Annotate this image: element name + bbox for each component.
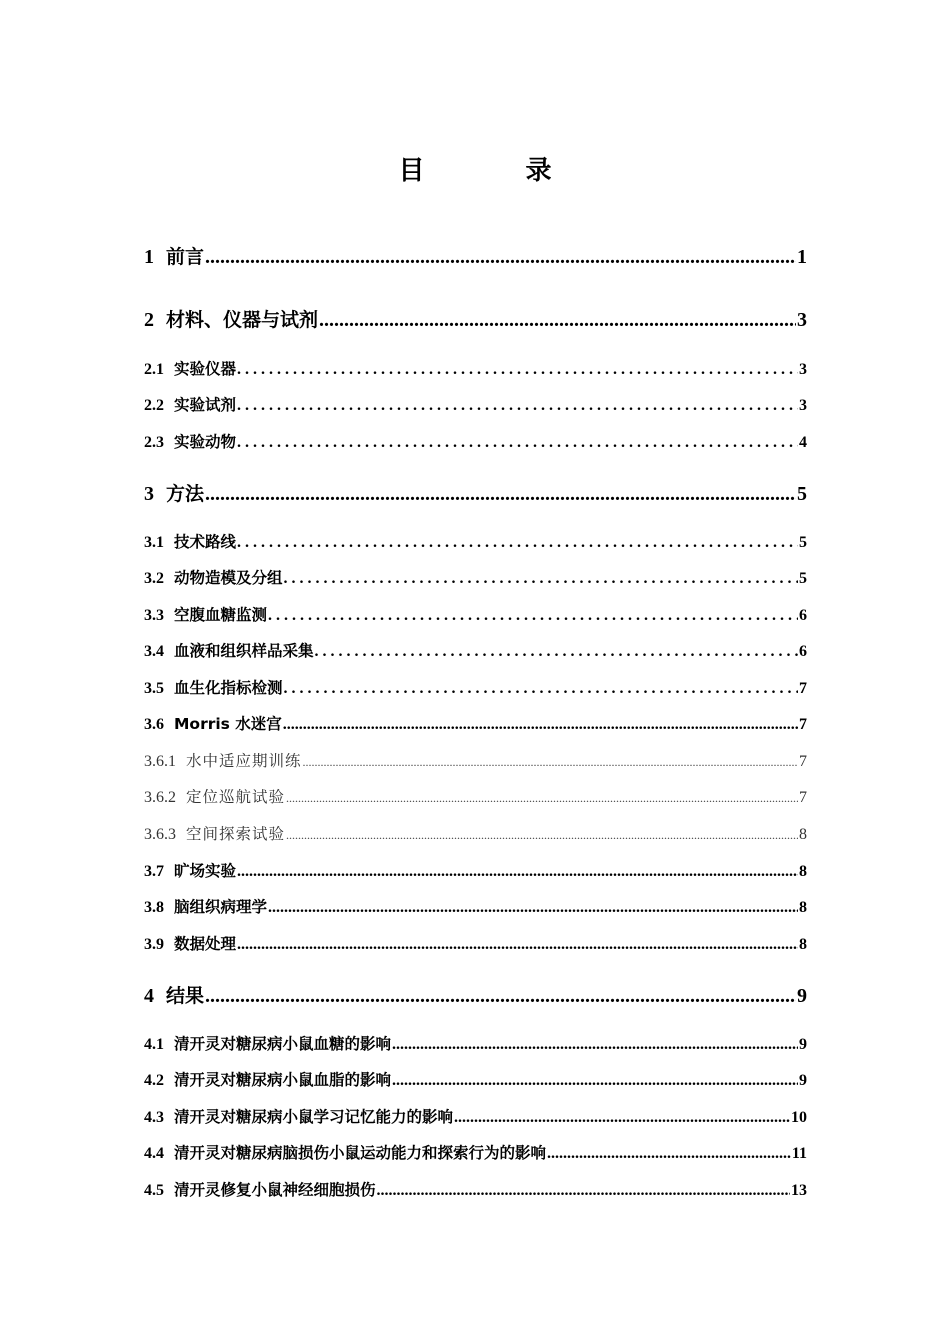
toc-entry-page-number: 6: [799, 607, 807, 624]
toc-entry-number: 2: [144, 309, 154, 331]
dot-leader: [205, 985, 796, 1008]
toc-entry[interactable]: [144, 357, 807, 379]
toc-entry-page-number: 8: [799, 899, 807, 916]
toc-entry-label: 水中适应期训练: [186, 752, 302, 770]
dot-leader: [315, 643, 798, 661]
page-title: 目 录: [398, 156, 598, 186]
toc-entry-page-number: 9: [797, 985, 807, 1007]
toc-entry-page-number: 7: [799, 789, 807, 806]
toc-entry-label: 清开灵对糖尿病小鼠血脂的影响: [174, 1071, 392, 1089]
toc-entry-number: 2.1: [144, 361, 164, 378]
toc-entry-page-number: 3: [799, 397, 807, 414]
toc-entry-number: 3: [144, 483, 154, 505]
dot-leader: [237, 434, 798, 452]
dot-leader: [319, 309, 796, 332]
toc-entry-page-number: 7: [799, 716, 807, 733]
dot-leader: [237, 863, 798, 881]
toc-entry-number: 1: [144, 246, 154, 268]
toc-entry-number: 3.5: [144, 680, 164, 697]
dot-leader: [303, 755, 798, 770]
toc-entry[interactable]: [144, 859, 807, 881]
toc-entry-number: 3.9: [144, 936, 164, 953]
toc-entry-label: 技术路线: [174, 533, 237, 551]
toc-entry-label: 数据处理: [174, 935, 237, 953]
toc-entry-number: 3.6: [144, 716, 164, 733]
toc-entry-number: 4.4: [144, 1145, 164, 1162]
toc-entry-page-number: 8: [799, 936, 807, 953]
toc-entry-page-number: 9: [799, 1036, 807, 1053]
toc-entry-label: 清开灵对糖尿病小鼠学习记忆能力的影响: [174, 1108, 454, 1126]
toc-entry[interactable]: [144, 785, 807, 807]
dot-leader: [237, 936, 798, 954]
toc-entry[interactable]: [144, 603, 807, 625]
toc-entry-label: 血生化指标检测: [174, 679, 283, 697]
toc-entry[interactable]: [144, 1105, 807, 1127]
toc-entry-label: 动物造模及分组: [174, 569, 283, 587]
toc-entry-page-number: 11: [791, 1145, 807, 1162]
toc-entry-number: 3.4: [144, 643, 164, 660]
toc-entry[interactable]: [144, 895, 807, 917]
toc-entry-page-number: 13: [791, 1182, 807, 1199]
toc-entry-page-number: 4: [799, 434, 807, 451]
toc-entry-label: 材料、仪器与试剂: [166, 309, 319, 331]
toc-entry-number: 3.3: [144, 607, 164, 624]
toc-entry[interactable]: [144, 1141, 807, 1163]
toc-entry-number: 3.6.2: [144, 789, 176, 806]
toc-entry-label: 方法: [166, 483, 205, 505]
toc-entry-page-number: 7: [799, 680, 807, 697]
toc-entry-label: Morris 水迷宫: [174, 715, 282, 733]
toc-entry-page-number: 1: [797, 246, 807, 268]
toc-entry[interactable]: [144, 1178, 807, 1200]
toc-entry-number: 2.2: [144, 397, 164, 414]
dot-leader: [237, 397, 798, 415]
dot-leader: [286, 791, 798, 806]
toc-entry-page-number: 8: [799, 863, 807, 880]
toc-entry-page-number: 9: [799, 1072, 807, 1089]
toc-entry-label: 实验试剂: [174, 396, 237, 414]
toc-entry-label: 脑组织病理学: [174, 898, 268, 916]
toc-entry-number: 4.5: [144, 1182, 164, 1199]
toc-entry-number: 3.7: [144, 863, 164, 880]
toc-entry-label: 前言: [166, 246, 205, 268]
toc-entry-number: 3.6.1: [144, 753, 176, 770]
toc-entry[interactable]: [144, 479, 807, 506]
toc-entry-page-number: 5: [797, 483, 807, 505]
toc-entry[interactable]: [144, 639, 807, 661]
dot-leader: [547, 1145, 791, 1163]
toc-entry-label: 实验仪器: [174, 360, 237, 378]
toc-entry-label: 清开灵修复小鼠神经细胞损伤: [174, 1181, 376, 1199]
toc-entry[interactable]: [144, 932, 807, 954]
dot-leader: [392, 1072, 798, 1090]
toc-entry-label: 旷场实验: [174, 862, 237, 880]
toc-entry-label: 清开灵对糖尿病脑损伤小鼠运动能力和探索行为的影响: [174, 1144, 547, 1162]
toc-entry[interactable]: [144, 393, 807, 415]
toc-entry-label: 空间探索试验: [186, 825, 286, 843]
toc-entry-label: 空腹血糖监测: [174, 606, 268, 624]
dot-leader: [205, 483, 796, 506]
toc-entry[interactable]: [144, 430, 807, 452]
toc-entry[interactable]: [144, 712, 807, 734]
toc-entry-label: 定位巡航试验: [186, 788, 286, 806]
toc-entry[interactable]: [144, 242, 807, 269]
toc-entry[interactable]: [144, 676, 807, 698]
dot-leader: [283, 716, 798, 734]
toc-entry-page-number: 10: [791, 1109, 807, 1126]
toc-entry[interactable]: [144, 822, 807, 844]
toc-entry-number: 3.8: [144, 899, 164, 916]
toc-entry[interactable]: [144, 530, 807, 552]
toc-entry-page-number: 3: [799, 361, 807, 378]
dot-leader: [284, 570, 798, 588]
toc-entry-number: 3.6.3: [144, 826, 176, 843]
toc-entry[interactable]: [144, 1068, 807, 1090]
toc-entry-page-number: 5: [799, 570, 807, 587]
toc-entry-number: 4: [144, 985, 154, 1007]
toc-entry-page-number: 3: [797, 309, 807, 331]
dot-leader: [268, 607, 798, 625]
dot-leader: [454, 1109, 790, 1127]
toc-entry-number: 4.2: [144, 1072, 164, 1089]
toc-entry-label: 清开灵对糖尿病小鼠血糖的影响: [174, 1035, 392, 1053]
dot-leader: [237, 361, 798, 379]
toc-entry-page-number: 7: [799, 753, 807, 770]
dot-leader: [392, 1036, 798, 1054]
dot-leader: [268, 899, 798, 917]
toc-entry-label: 实验动物: [174, 433, 237, 451]
toc-entry[interactable]: [144, 981, 807, 1008]
toc-entry-label: 血液和组织样品采集: [174, 642, 314, 660]
toc-entry[interactable]: [144, 749, 807, 771]
toc-entry[interactable]: [144, 1032, 807, 1054]
dot-leader: [237, 534, 798, 552]
toc-entry-page-number: 6: [799, 643, 807, 660]
toc-entry-number: 3.2: [144, 570, 164, 587]
dot-leader: [377, 1182, 790, 1200]
toc-entry-number: 2.3: [144, 434, 164, 451]
toc-entry[interactable]: [144, 305, 807, 332]
toc-entry[interactable]: [144, 566, 807, 588]
toc-entry-page-number: 5: [799, 534, 807, 551]
toc-entry-number: 4.3: [144, 1109, 164, 1126]
dot-leader: [205, 246, 796, 269]
toc-entry-page-number: 8: [799, 826, 807, 843]
toc-entry-label: 结果: [166, 985, 205, 1007]
dot-leader: [286, 828, 798, 843]
toc-entry-number: 3.1: [144, 534, 164, 551]
toc-entry-number: 4.1: [144, 1036, 164, 1053]
dot-leader: [284, 680, 798, 698]
